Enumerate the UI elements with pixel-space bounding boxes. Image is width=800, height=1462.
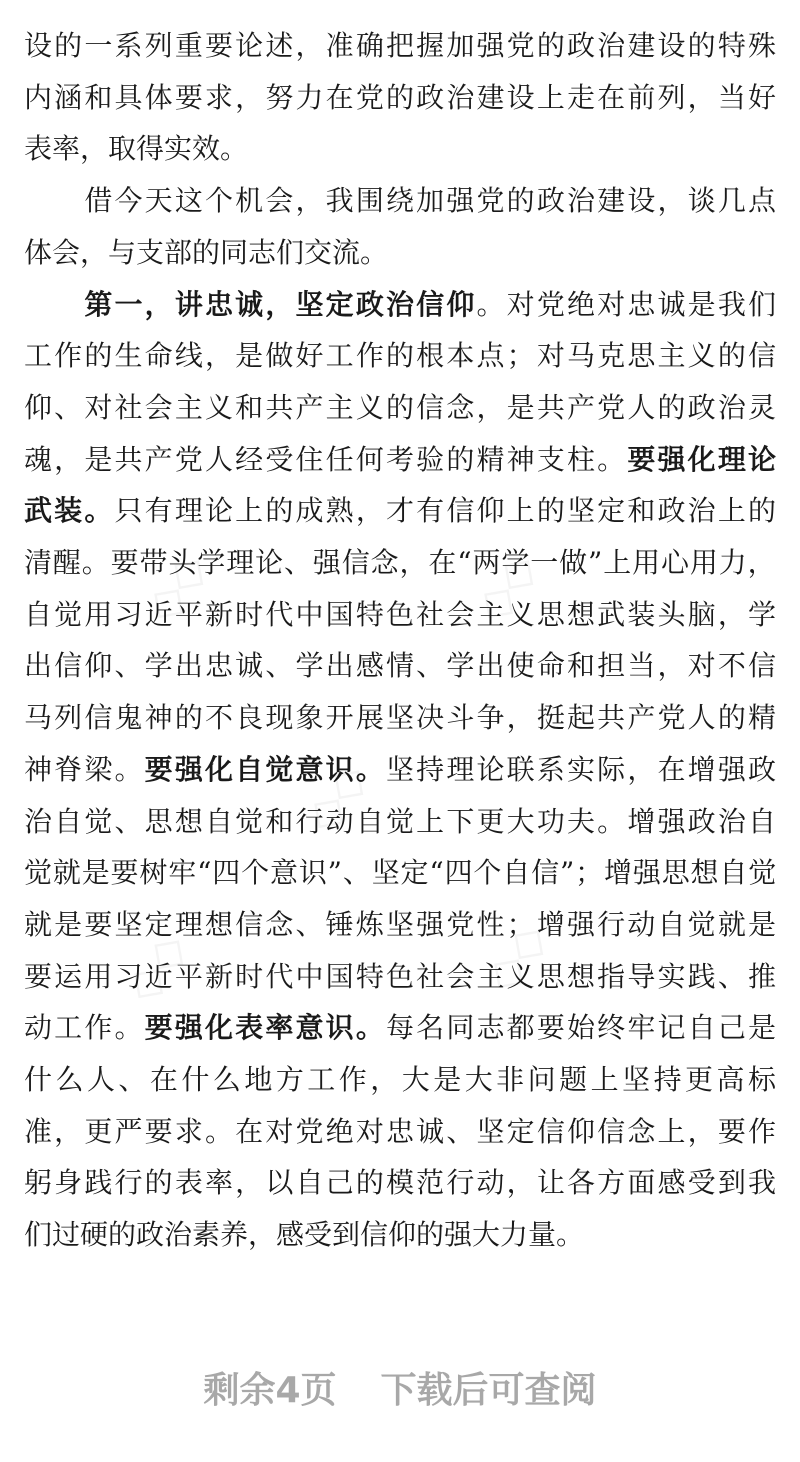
text-line — [24, 750, 778, 790]
body-text: 自觉用习近平新时代中国特色社会主义思想武装头脑，学 — [24, 597, 779, 631]
text-line — [24, 853, 777, 893]
text-line — [24, 129, 248, 169]
body-text: 动工作。 — [24, 1011, 145, 1045]
text-line — [24, 336, 778, 376]
body-text: 体会，与支部的同志们交流。 — [24, 235, 389, 269]
body-text: 设的一系列重要论述，准确把握加强党的政治建设的特殊 — [24, 29, 779, 62]
body-text: 治自觉、思想自觉和行动自觉上下更大功夫。增强政治自 — [24, 804, 779, 838]
body-text: 。对党绝对忠诚是我们 — [476, 287, 779, 321]
text-line — [24, 905, 778, 945]
bold-heading-text: 要强化自觉意识。 — [144, 752, 387, 786]
body-text: 躬身践行的表率，以自己的模范行动，让各方面感受到我 — [24, 1166, 779, 1200]
text-line — [24, 957, 778, 997]
text-line — [24, 285, 778, 325]
body-text: 准，更严要求。在对党绝对忠诚、坚定信仰信念上，要作 — [24, 1114, 779, 1148]
body-text: 工作的生命线，是做好工作的根本点；对马克思主义的信 — [24, 339, 779, 373]
body-text: 坚持理论联系实际，在增强政 — [386, 752, 779, 786]
text-line — [24, 1215, 584, 1255]
text-line — [24, 233, 388, 273]
body-text: 要运用习近平新时代中国特色社会主义思想指导实践、推 — [24, 959, 779, 993]
download-to-view-text: 下载后可查阅 — [380, 1370, 597, 1411]
text-line — [24, 26, 778, 66]
body-text: 仰、对社会主义和共产主义的信念，是共产党人的政治灵 — [24, 390, 779, 424]
text-line — [24, 78, 778, 118]
text-line — [24, 1060, 779, 1100]
bold-heading-text: 要强化表率意识。 — [144, 1011, 387, 1045]
body-text: 就是要坚定理想信念、锤炼坚强党性；增强行动自觉就是 — [24, 907, 779, 941]
text-line — [24, 595, 778, 635]
body-text: 内涵和具体要求，努力在党的政治建设上走在前列，当好 — [24, 80, 779, 114]
bold-heading-text: 武装。 — [24, 494, 115, 528]
body-text: 出信仰、学出忠诚、学出感情、学出使命和担当，对不信 — [24, 649, 779, 683]
body-text: 表率，取得实效。 — [24, 132, 249, 166]
body-text — [24, 288, 84, 321]
bold-heading-text: 要强化理论 — [627, 442, 779, 476]
body-text: 清醒。要带头学理论、强信念，在“两学一做”上用心用力， — [24, 546, 777, 579]
remaining-pages-text: 剩余4页 — [203, 1370, 337, 1411]
body-text: 魂，是共产党人经受住任何考验的精神支柱。 — [24, 442, 628, 476]
text-line — [24, 491, 778, 531]
text-line — [24, 1112, 778, 1152]
body-text: 们过硬的政治素养，感受到信仰的强大力量。 — [24, 1218, 585, 1252]
text-line — [24, 388, 778, 428]
body-text: 借今天这个机会，我围绕加强党的政治建设，谈几点 — [24, 184, 779, 218]
body-text: 马列信鬼神的不良现象开展坚决斗争，挺起共产党人的精 — [24, 701, 779, 735]
text-line — [24, 543, 777, 583]
text-line — [24, 1008, 778, 1048]
body-text: 只有理论上的成熟，才有信仰上的坚定和政治上的 — [114, 494, 779, 528]
body-text: 觉就是要树牢“四个意识”、坚定“四个自信”；增强思想自觉 — [24, 856, 778, 890]
body-text: 神脊梁。 — [24, 752, 145, 786]
text-line — [24, 698, 778, 738]
bold-heading-text: 第一，讲忠诚，坚定政治信仰 — [84, 287, 477, 321]
text-line — [24, 181, 778, 221]
text-line — [24, 646, 778, 686]
body-text: 每名同志都要始终牢记自己是 — [386, 1011, 779, 1045]
text-line — [24, 1163, 778, 1203]
body-text: 什么人、在什么地方工作，大是大非问题上坚持更高标 — [24, 1063, 780, 1096]
text-line — [24, 440, 778, 480]
text-line — [24, 802, 778, 842]
download-prompt[interactable] — [0, 1362, 800, 1413]
